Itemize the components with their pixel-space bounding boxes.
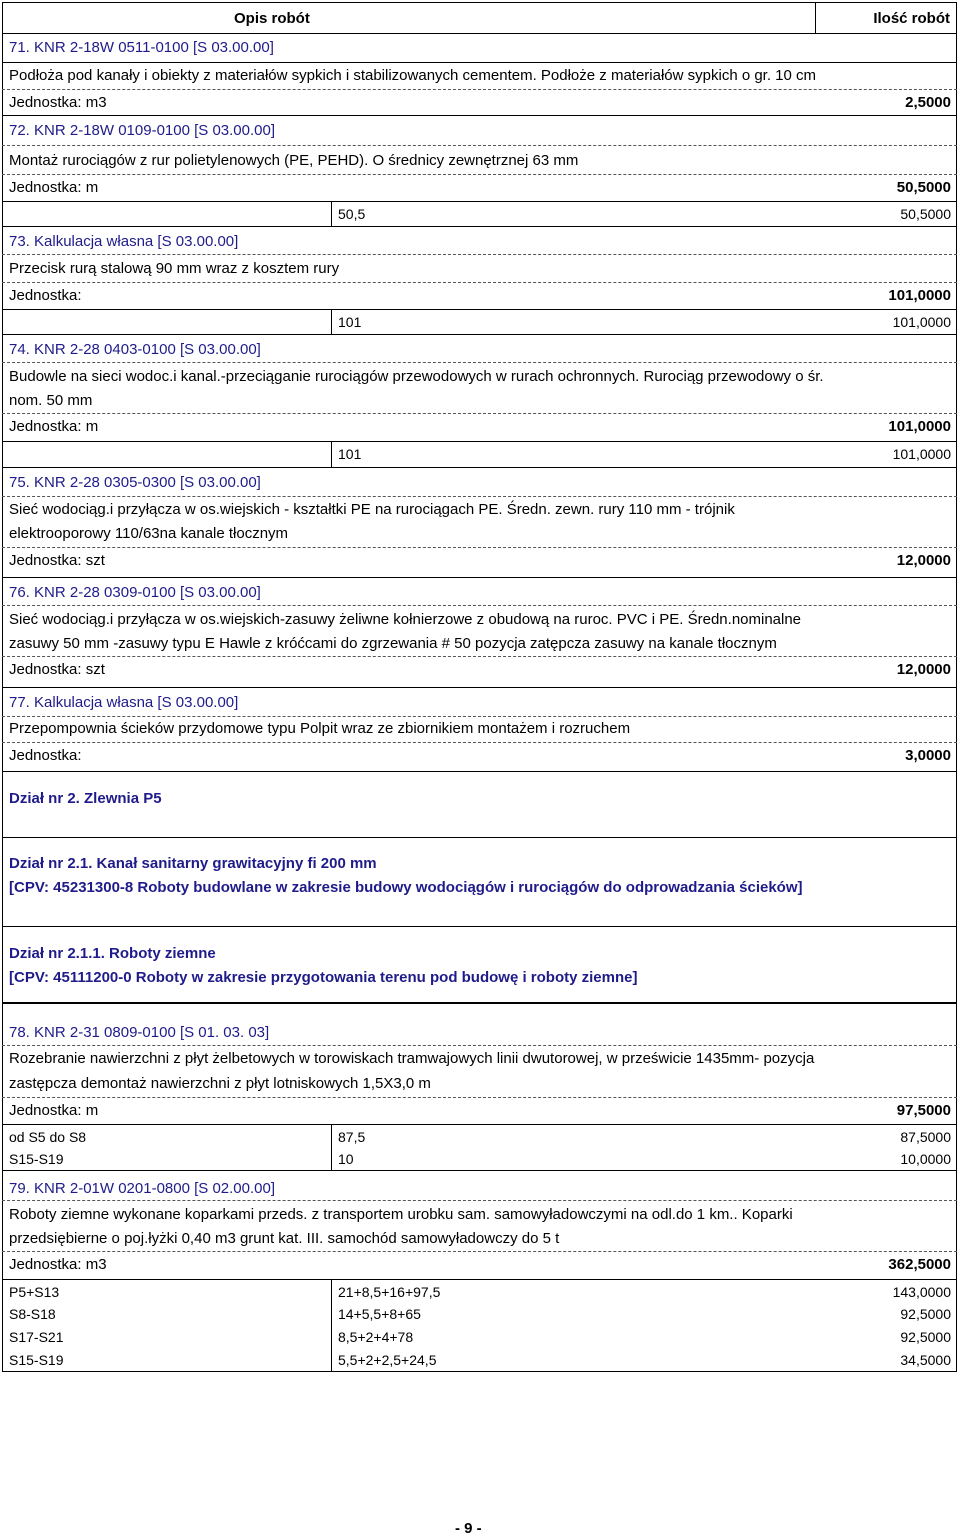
calc-divider — [331, 1279, 332, 1371]
table-border-right — [956, 34, 957, 786]
item-unit: Jednostka: m3 — [9, 94, 107, 111]
calc-label: S17-S21 — [9, 1329, 64, 1345]
item-description: przedsiębierne o poj.łyżki 0,40 m3 grunt kat. III. samochód samowyładowczy do 5 t — [9, 1230, 560, 1247]
row-separator — [2, 413, 957, 414]
row-separator — [2, 62, 957, 63]
row-separator — [2, 1279, 957, 1280]
item-description: Roboty ziemne wykonane koparkami przeds. z transportem urobku sam. samowyładowczymi na odl.do 1 km.. Koparki — [9, 1206, 793, 1223]
item-total: 12,0000 — [896, 661, 951, 678]
row-separator — [2, 282, 957, 283]
section-cpv: [CPV: 45111200-0 Roboty w zakresie przygotowania terenu pod budowę i roboty ziemne] — [9, 969, 638, 986]
item-description: Sieć wodociąg.i przyłącza w os.wiejskich-zasuwy żeliwne kołnierzowe z obudową na ruroc. PVC i PE. Średn.nominalne — [9, 611, 802, 628]
calc-expr: 8,5+2+4+78 — [338, 1329, 414, 1345]
row-separator — [2, 201, 957, 202]
row-separator — [2, 467, 957, 468]
calc-label: S15-S19 — [9, 1151, 64, 1167]
item-description: Przecisk rurą stalową 90 mm wraz z kosztem rury — [9, 260, 340, 277]
item-number: 72. KNR 2-18W 0109-0100 [S 03.00.00] — [9, 122, 276, 139]
calc-value: 101,0000 — [892, 314, 951, 330]
row-separator — [2, 716, 957, 717]
calc-divider — [331, 309, 332, 334]
item-unit: Jednostka: szt — [9, 552, 105, 569]
item-unit: Jednostka: — [9, 747, 82, 764]
item-total: 3,0000 — [905, 747, 951, 764]
row-separator — [2, 656, 957, 657]
row-separator — [2, 362, 957, 363]
section-title: Dział nr 2.1.1. Roboty ziemne — [9, 945, 216, 962]
row-separator — [2, 605, 957, 606]
item-number: 75. KNR 2-28 0305-0300 [S 03.00.00] — [9, 474, 261, 491]
calc-value: 10,0000 — [900, 1151, 951, 1167]
item-number: 71. KNR 2-18W 0511-0100 [S 03.00.00] — [9, 39, 274, 56]
calc-value: 143,0000 — [892, 1284, 951, 1300]
item-unit: Jednostka: — [9, 287, 82, 304]
row-separator — [2, 577, 957, 578]
row-separator — [2, 309, 957, 310]
item-unit: Jednostka: szt — [9, 661, 105, 678]
item-total: 362,5000 — [888, 1256, 951, 1273]
calc-divider — [331, 201, 332, 226]
calc-label: P5+S13 — [9, 1284, 60, 1300]
row-separator — [2, 547, 957, 548]
item-description: nom. 50 mm — [9, 392, 93, 409]
calc-expr: 87,5 — [338, 1129, 366, 1145]
item-total: 101,0000 — [888, 287, 951, 304]
item-unit: Jednostka: m — [9, 179, 99, 196]
row-separator — [2, 742, 957, 743]
calc-expr: 101 — [338, 446, 362, 462]
calc-expr: 101 — [338, 314, 362, 330]
item-description: Podłoża pod kanały i obiekty z materiałów sypkich i stabilizowanych cementem. Podłoże z materiałów sypkich o gr. 10 cm — [9, 67, 817, 84]
row-separator — [2, 1200, 957, 1201]
row-separator — [2, 1003, 957, 1004]
row-separator — [2, 174, 957, 175]
row-separator — [2, 1170, 957, 1171]
section-box-2-1-1 — [2, 926, 957, 1003]
item-number: 77. Kalkulacja własna [S 03.00.00] — [9, 694, 239, 711]
calc-expr: 50,5 — [338, 206, 366, 222]
table-border-left — [2, 34, 3, 786]
item-total: 2,5000 — [905, 94, 951, 111]
item-description: Budowle na sieci wodoc.i kanal.-przeciąganie rurociągów przewodowych w rurach ochronnych. Rurociąg przewodowy o śr. — [9, 368, 824, 385]
calc-expr: 5,5+2+2,5+24,5 — [338, 1352, 437, 1368]
calc-value: 34,5000 — [900, 1352, 951, 1368]
calc-value: 50,5000 — [900, 206, 951, 222]
item-description: Przepompownia ścieków przydomowe typu Polpit wraz ze zbiornikiem montażem i rozruchem — [9, 720, 631, 737]
calc-divider — [331, 1124, 332, 1170]
calc-value: 101,0000 — [892, 446, 951, 462]
calc-value: 92,5000 — [900, 1329, 951, 1345]
item-description: Rozebranie nawierzchni z płyt żelbetowych w torowiskach tramwajowych linii dwutorowej, w prześwicie 1435mm- pozycja — [9, 1050, 815, 1067]
calc-expr: 21+8,5+16+97,5 — [338, 1284, 441, 1300]
item-number: 78. KNR 2-31 0809-0100 [S 01. 03. 03] — [9, 1024, 270, 1041]
row-separator — [2, 226, 957, 227]
calc-value: 87,5000 — [900, 1129, 951, 1145]
calc-expr: 10 — [338, 1151, 354, 1167]
item-number: 76. KNR 2-28 0309-0100 [S 03.00.00] — [9, 584, 261, 601]
page-number: - 9 - — [455, 1520, 482, 1537]
row-separator — [2, 1251, 957, 1252]
section-title: Dział nr 2. Zlewnia P5 — [9, 790, 162, 807]
item-unit: Jednostka: m3 — [9, 1256, 107, 1273]
item-total: 50,5000 — [896, 179, 951, 196]
row-separator — [2, 441, 957, 442]
item-unit: Jednostka: m — [9, 1102, 99, 1119]
row-separator — [2, 1097, 957, 1098]
item-unit: Jednostka: m — [9, 418, 99, 435]
calc-value: 92,5000 — [900, 1306, 951, 1322]
item-total: 97,5000 — [896, 1102, 951, 1119]
calc-label: S15-S19 — [9, 1352, 64, 1368]
row-separator — [2, 254, 957, 255]
header-description: Opis robót — [234, 10, 310, 27]
item-number: 73. Kalkulacja własna [S 03.00.00] — [9, 233, 239, 250]
item-number: 74. KNR 2-28 0403-0100 [S 03.00.00] — [9, 341, 261, 358]
section-cpv: [CPV: 45231300-8 Roboty budowlane w zakresie budowy wodociągów i rurociągów do odprowadzania ścieków] — [9, 879, 803, 896]
table-border-right — [956, 1003, 957, 1371]
item-description: zastępcza demontaż nawierzchni z płyt lotniskowych 1,5X3,0 m — [9, 1075, 431, 1092]
row-separator — [2, 145, 957, 146]
row-separator — [2, 687, 957, 688]
item-description: Sieć wodociąg.i przyłącza w os.wiejskich - kształtki PE na rurociągach PE. Średn. zewn. rury 110 mm - trójnik — [9, 501, 735, 518]
row-separator — [2, 1124, 957, 1125]
calc-label: od S5 do S8 — [9, 1129, 87, 1145]
calc-expr: 14+5,5+8+65 — [338, 1306, 421, 1322]
item-total: 101,0000 — [888, 418, 951, 435]
item-number: 79. KNR 2-01W 0201-0800 [S 02.00.00] — [9, 1180, 276, 1197]
row-separator — [2, 334, 957, 335]
row-separator — [2, 115, 957, 116]
row-separator — [2, 1371, 957, 1372]
item-total: 12,0000 — [896, 552, 951, 569]
table-border-left — [2, 1003, 3, 1371]
item-description: elektrooporowy 110/63na kanale tłocznym — [9, 525, 289, 542]
table-header — [2, 2, 957, 34]
row-separator — [2, 1045, 957, 1046]
header-quantity: Ilość robót — [873, 10, 950, 27]
calc-divider — [331, 441, 332, 467]
row-separator — [2, 89, 957, 90]
calc-label: S8-S18 — [9, 1306, 56, 1322]
section-title: Dział nr 2.1. Kanał sanitarny grawitacyjny fi 200 mm — [9, 855, 377, 872]
item-description: Montaż rurociągów z rur polietylenowych (PE, PEHD). O średnicy zewnętrznej 63 mm — [9, 152, 579, 169]
row-separator — [2, 496, 957, 497]
item-description: zasuwy 50 mm -zasuwy typu E Hawle z króćcami do zgrzewania # 50 pozycja zatępcza zasuwy na kanale tłocznym — [9, 635, 777, 652]
